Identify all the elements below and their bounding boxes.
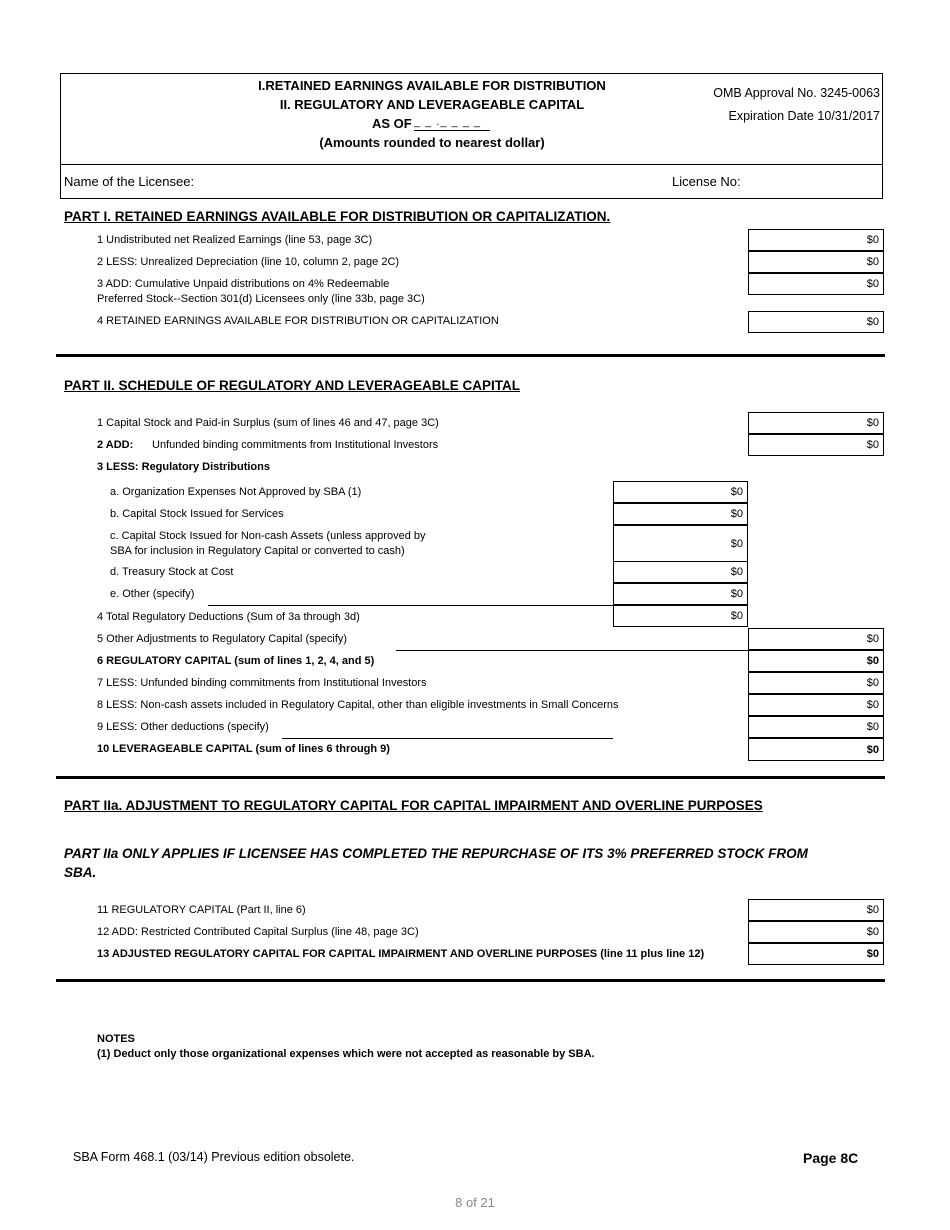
- part2a-applicability-note: PART IIa ONLY APPLIES IF LICENSEE HAS COMPLETED THE REPURCHASE OF ITS 3% PREFERRED STOCK FROM: [64, 846, 808, 861]
- expiration-date: Expiration Date 10/31/2017: [728, 109, 880, 123]
- part2-line3d-value[interactable]: $0: [613, 561, 748, 583]
- part1-line1-value[interactable]: $0: [748, 229, 884, 251]
- part2-line1-label: 1 Capital Stock and Paid-in Surplus (sum of lines 46 and 47, page 3C): [97, 417, 439, 429]
- part2-line9-value[interactable]: $0: [748, 716, 884, 738]
- notes-heading: NOTES: [97, 1033, 135, 1045]
- note-1: (1) Deduct only those organizational expenses which were not accepted as reasonable by SBA.: [97, 1048, 595, 1060]
- part2-line5-value[interactable]: $0: [748, 628, 884, 650]
- form-number: SBA Form 468.1 (03/14) Previous edition obsolete.: [73, 1150, 355, 1164]
- part2-line6-label: 6 REGULATORY CAPITAL (sum of lines 1, 2, 4, and 5): [97, 655, 375, 667]
- part2-line3a-label: a. Organization Expenses Not Approved by SBA (1): [110, 486, 362, 498]
- part2-line3e-label: e. Other (specify): [110, 588, 195, 600]
- part1-heading: PART I. RETAINED EARNINGS AVAILABLE FOR DISTRIBUTION OR CAPITALIZATION.: [64, 209, 611, 224]
- part1-line3-value[interactable]: $0: [748, 273, 884, 295]
- part2-line10-label: 10 LEVERAGEABLE CAPITAL (sum of lines 6 through 9): [97, 743, 390, 755]
- section-divider: [56, 776, 885, 779]
- part2-line2-prefix: 2 ADD:: [97, 439, 134, 451]
- part2a-line11-value[interactable]: $0: [748, 899, 884, 921]
- part1-line2-label: 2 LESS: Unrealized Depreciation (line 10, column 2, page 2C): [97, 256, 400, 268]
- part2-line3a-value[interactable]: $0: [613, 481, 748, 503]
- part2-line1-value[interactable]: $0: [748, 412, 884, 434]
- page-label: Page 8C: [803, 1150, 859, 1166]
- part2-line4-value[interactable]: $0: [613, 605, 748, 627]
- part1-line3-label-a: 3 ADD: Cumulative Unpaid distributions on 4% Redeemable: [97, 278, 390, 290]
- part2-line10-value[interactable]: $0: [748, 738, 884, 761]
- license-no-label: License No:: [672, 174, 741, 189]
- part2-line3b-value[interactable]: $0: [613, 503, 748, 525]
- part2a-line12-label: 12 ADD: Restricted Contributed Capital Surplus (line 48, page 3C): [97, 926, 419, 938]
- rounding-note: (Amounts rounded to nearest dollar): [319, 135, 545, 150]
- part2-line2-value[interactable]: $0: [748, 434, 884, 456]
- page-counter: 8 of 21: [455, 1195, 495, 1210]
- as-of-date-field[interactable]: _ _ ._ _ _ _: [414, 116, 490, 131]
- part2-line3e-value[interactable]: $0: [613, 583, 748, 605]
- section-divider: [56, 354, 885, 357]
- part2-line3e-specify-line[interactable]: [208, 605, 613, 606]
- title-retained-earnings: I.RETAINED EARNINGS AVAILABLE FOR DISTRIBUTION: [258, 78, 606, 93]
- part2a-line13-label: 13 ADJUSTED REGULATORY CAPITAL FOR CAPITAL IMPAIRMENT AND OVERLINE PURPOSES (line 11 plus line 12): [97, 948, 705, 960]
- part2-line9-label: 9 LESS: Other deductions (specify): [97, 721, 269, 733]
- part2-line4-label: 4 Total Regulatory Deductions (Sum of 3a through 3d): [97, 611, 360, 623]
- part2-line3c-label-b: SBA for inclusion in Regulatory Capital or converted to cash): [110, 545, 405, 557]
- part2-line3d-label: d. Treasury Stock at Cost: [110, 566, 234, 578]
- part2-line5-specify-line[interactable]: [396, 650, 748, 651]
- part2a-heading: PART IIa. ADJUSTMENT TO REGULATORY CAPITAL FOR CAPITAL IMPAIRMENT AND OVERLINE PURPOSES: [64, 798, 763, 813]
- part2-line3b-label: b. Capital Stock Issued for Services: [110, 508, 284, 520]
- omb-approval: OMB Approval No. 3245-0063: [713, 86, 880, 100]
- part2a-line12-value[interactable]: $0: [748, 921, 884, 943]
- part2-line8-value[interactable]: $0: [748, 694, 884, 716]
- part1-line1-label: 1 Undistributed net Realized Earnings (line 53, page 3C): [97, 234, 373, 246]
- part2-line6-value[interactable]: $0: [748, 650, 884, 672]
- part1-line4-label: 4 RETAINED EARNINGS AVAILABLE FOR DISTRIBUTION OR CAPITALIZATION: [97, 315, 499, 327]
- license-no-field[interactable]: [750, 172, 878, 192]
- part2-line9-specify-line[interactable]: [282, 738, 613, 739]
- part1-line4-value[interactable]: $0: [748, 311, 884, 333]
- licensee-name-field[interactable]: [210, 172, 650, 192]
- part2a-applicability-note-cont: SBA.: [64, 865, 97, 880]
- part2-line3c-label-a: c. Capital Stock Issued for Non-cash Assets (unless approved by: [110, 530, 426, 542]
- part2-line8-label: 8 LESS: Non-cash assets included in Regulatory Capital, other than eligible investments in Small Concerns: [97, 699, 619, 711]
- part1-line2-value[interactable]: $0: [748, 251, 884, 273]
- part2-line7-label: 7 LESS: Unfunded binding commitments from Institutional Investors: [97, 677, 427, 689]
- part1-line3-label-b: Preferred Stock--Section 301(d) Licensees only (line 33b, page 3C): [97, 293, 425, 305]
- section-divider: [56, 979, 885, 982]
- licensee-name-label: Name of the Licensee:: [64, 174, 195, 189]
- part2-heading: PART II. SCHEDULE OF REGULATORY AND LEVERAGEABLE CAPITAL: [64, 378, 521, 393]
- as-of-label: AS OF: [372, 116, 412, 131]
- part2-line5-label: 5 Other Adjustments to Regulatory Capital (specify): [97, 633, 348, 645]
- part2-line3-label: 3 LESS: Regulatory Distributions: [97, 461, 270, 473]
- part2-line2-label: Unfunded binding commitments from Institutional Investors: [152, 439, 439, 451]
- part2-line7-value[interactable]: $0: [748, 672, 884, 694]
- part2-line3c-value[interactable]: $0: [613, 525, 748, 562]
- part2a-line11-label: 11 REGULATORY CAPITAL (Part II, line 6): [97, 904, 306, 916]
- title-regulatory-capital: II. REGULATORY AND LEVERAGEABLE CAPITAL: [279, 97, 585, 112]
- part2a-line13-value[interactable]: $0: [748, 943, 884, 965]
